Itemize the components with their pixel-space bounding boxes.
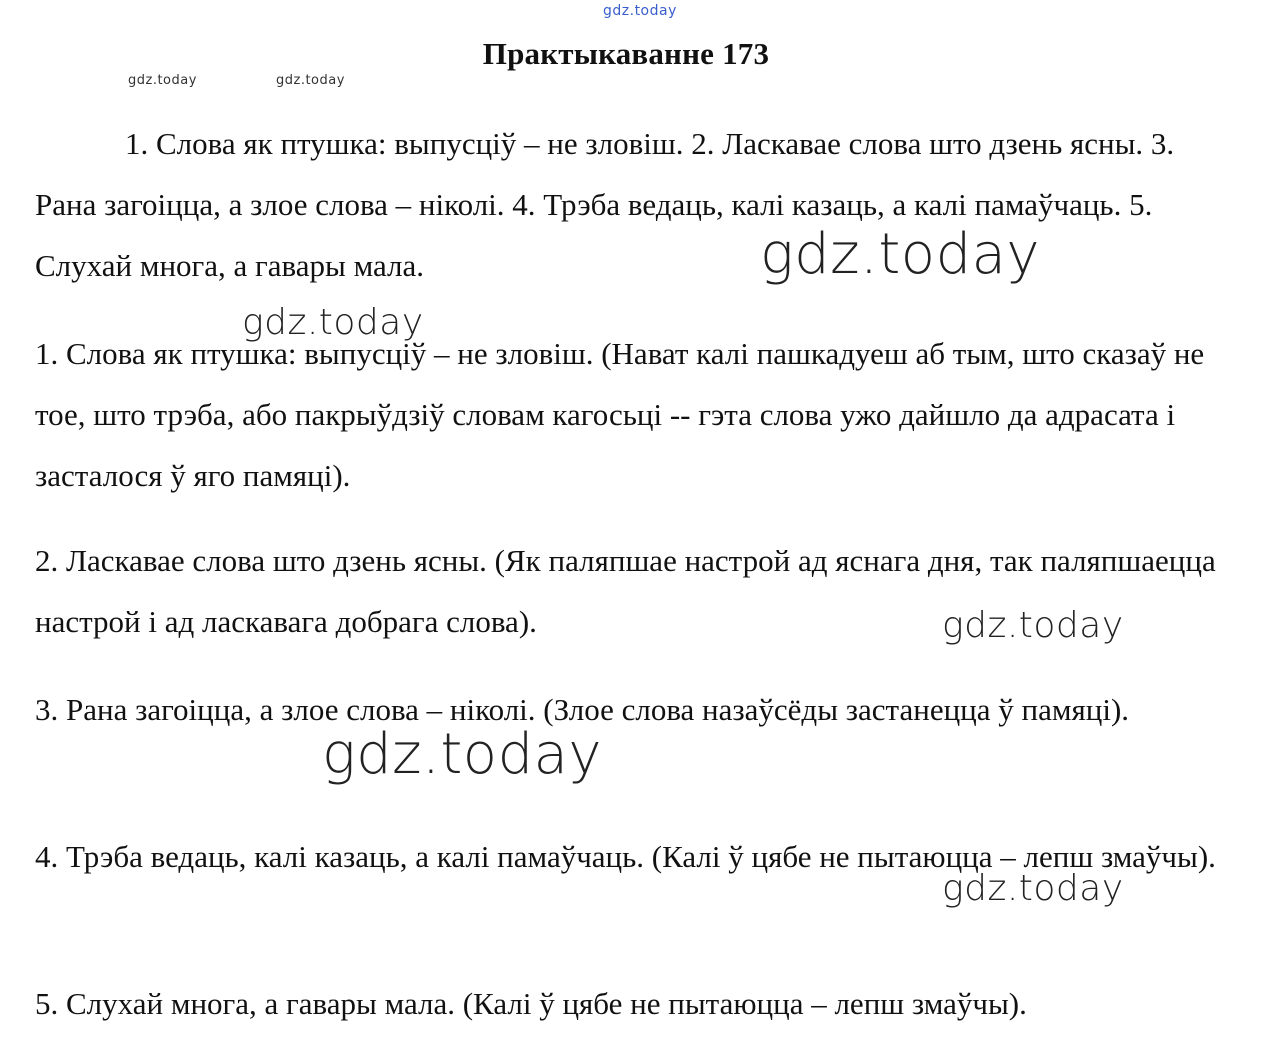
answer-paragraph-3: 3. Рана загоіцца, а злое слова – ніколі. (Злое слова назаўсёды застанецца ў памяці). [35,692,1130,727]
page-title: Практыкаванне 173 [482,36,770,71]
answer-paragraph-2: 2. Ласкавае слова што дзень ясны. (Як паляпшае настрой ад яснага дня, так паляпшаецца настрой і ад ласкавага добрага слова). [35,543,1216,639]
watermark-small: gdz.today [128,73,197,88]
watermark-medium: gdz.today [242,302,424,343]
answer-paragraph-5: 5. Слухай многа, а гавары мала. (Калі ў цябе не пытаюцца – лепш змаўчы). [35,986,1027,1021]
intro-paragraph: 1. Слова як птушка: выпусціў – не зловіш. 2. Ласкавае слова што дзень ясны. 3. Рана загоіцца, а злое слова – ніколі. 4. Трэба ведаць, калі казаць, а калі памаўчаць. 5. Слухай многа, а гавары мала. [35,126,1175,283]
watermark-small: gdz.today [276,73,345,88]
watermark-large: gdz.today [760,222,1041,287]
watermark-medium: gdz.today [942,605,1124,646]
watermark-top: gdz.today [603,3,677,19]
watermark-large: gdz.today [322,722,603,787]
answer-paragraph-1: 1. Слова як птушка: выпусціў – не зловіш. (Нават калі пашкадуеш аб тым, што сказаў не тое, што трэба, або пакрыўдзіў словам кагосьці -- гэта слова ужо дайшло да адрасата і засталося ў яго памяці). [35,336,1205,493]
answer-paragraph-4: 4. Трэба ведаць, калі казаць, а калі памаўчаць. (Калі ў цябе не пытаюцца – лепш змаўчы). [35,839,1216,874]
watermark-medium: gdz.today [942,868,1124,909]
